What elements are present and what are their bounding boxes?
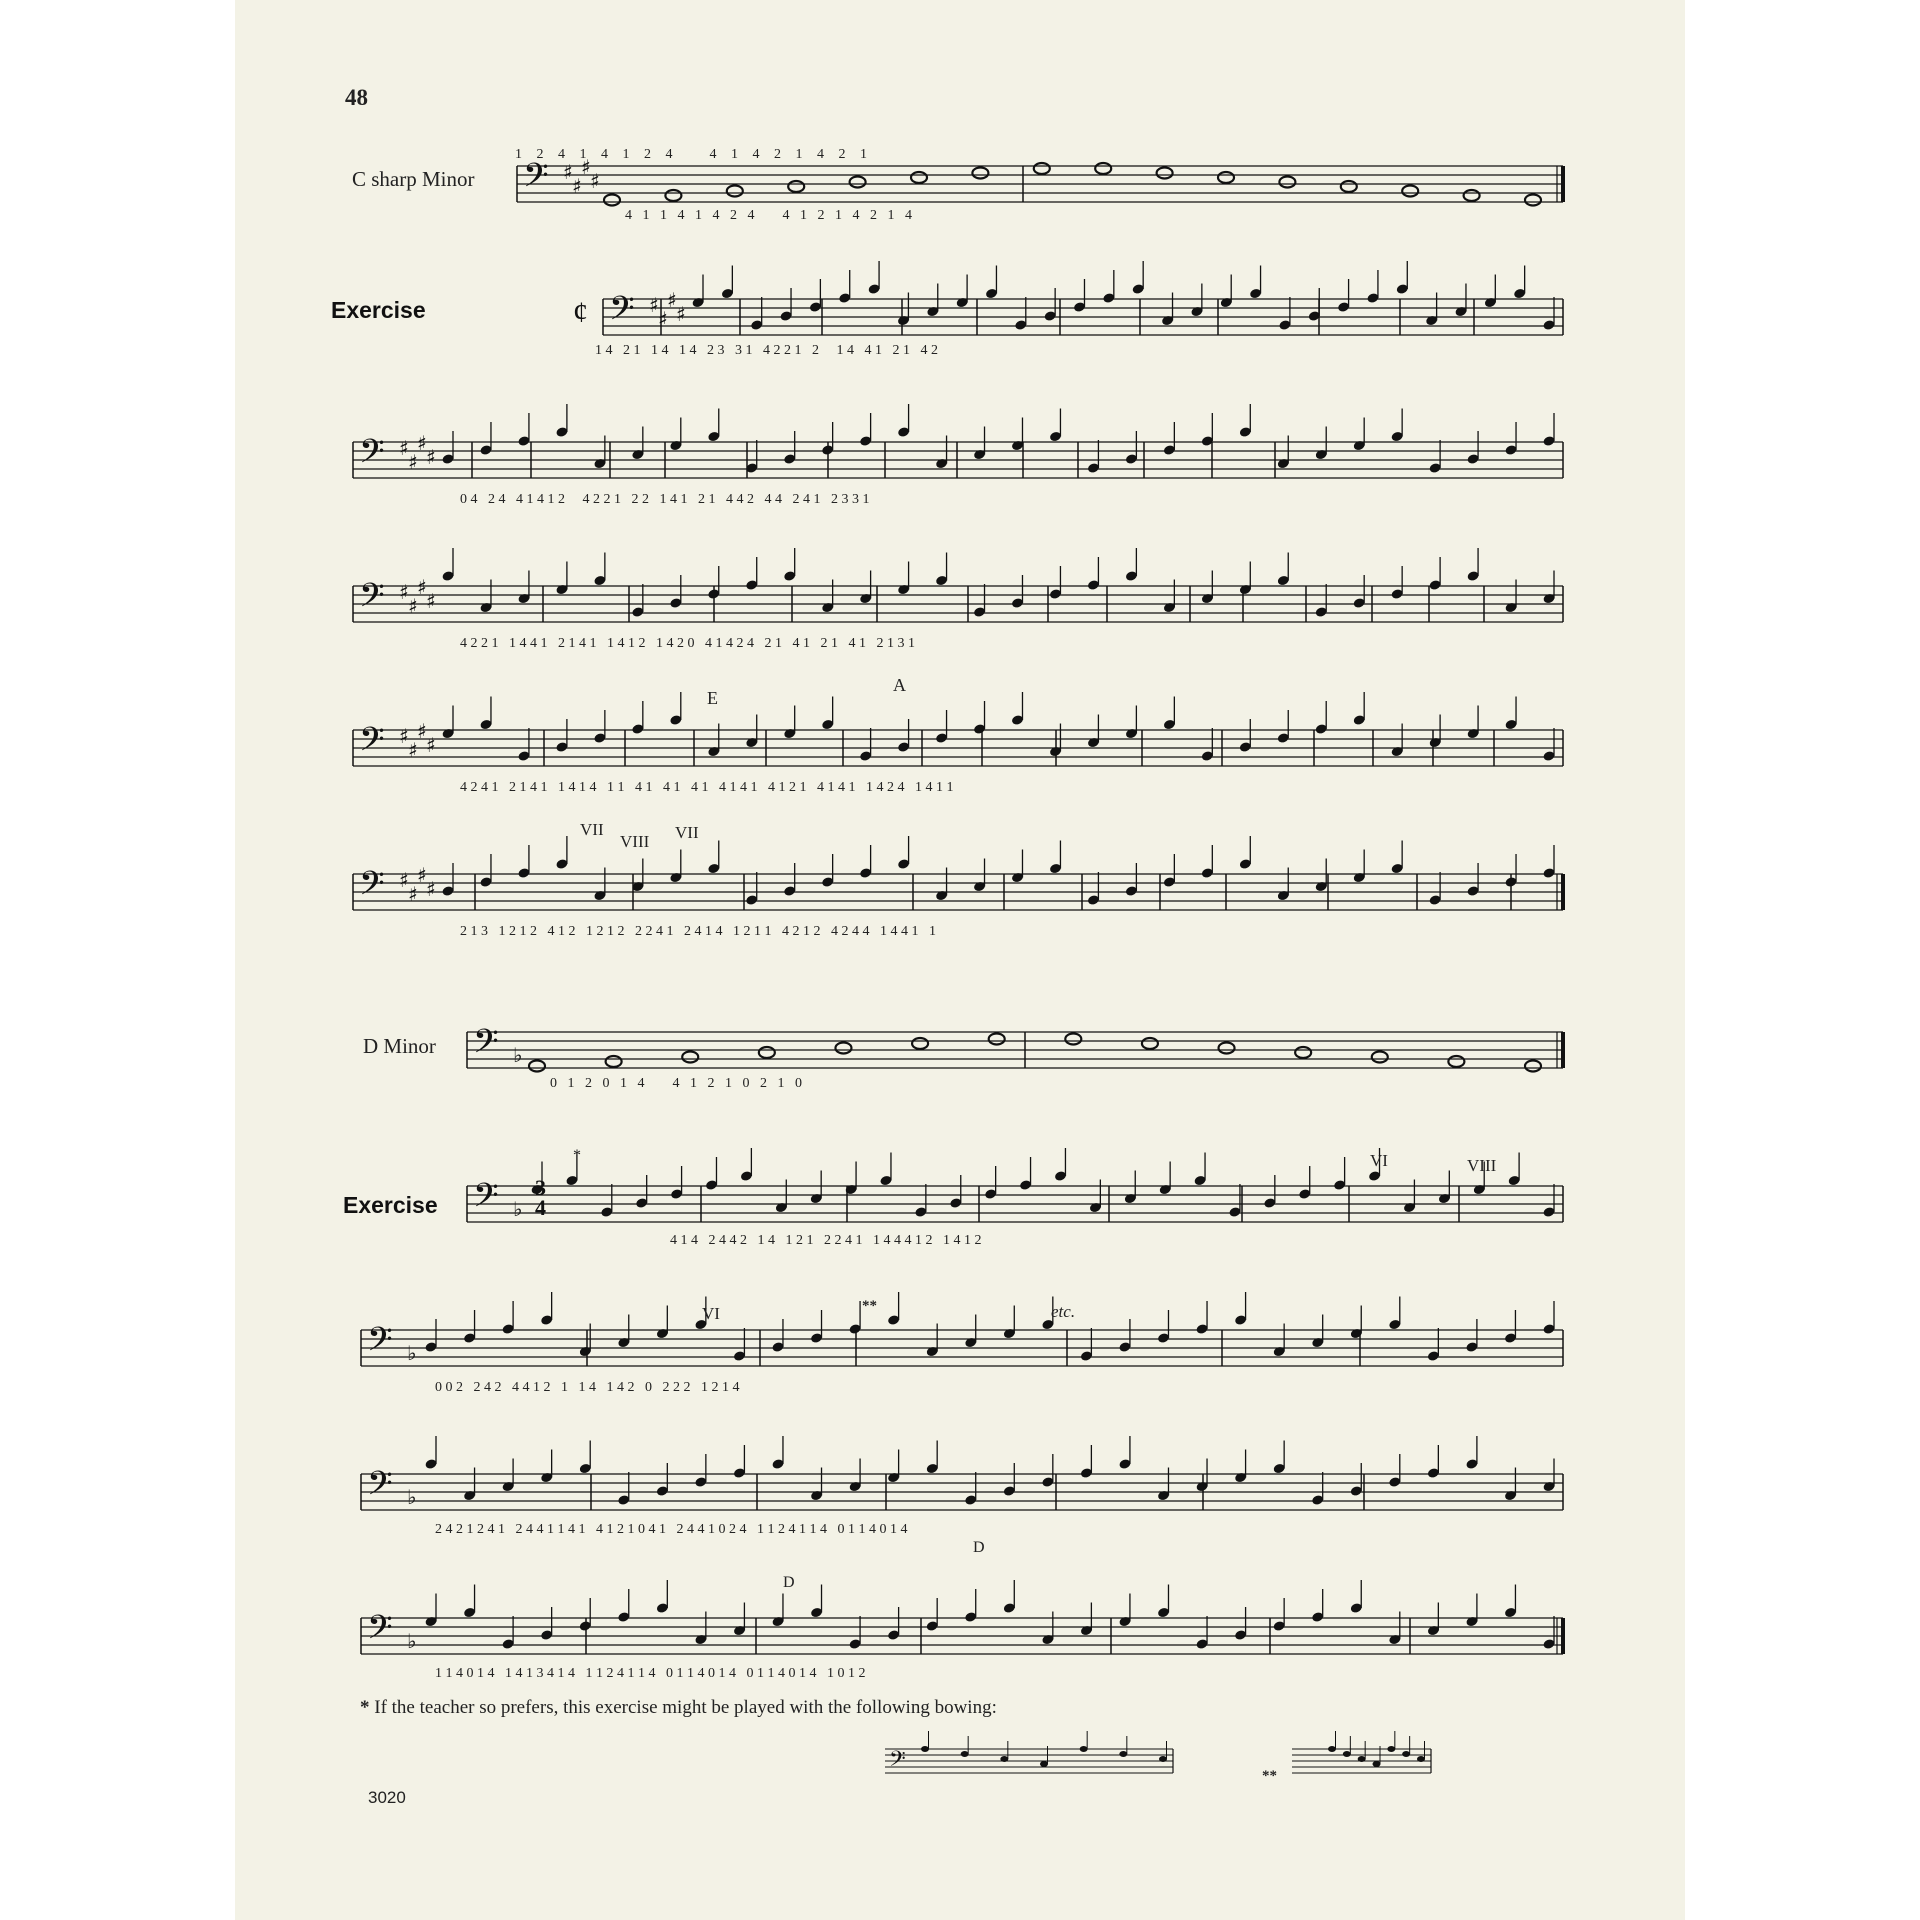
footnote-note-head xyxy=(1417,1756,1425,1762)
footnote-bass-clef-icon: 𝄢 xyxy=(889,1747,906,1777)
whole-note xyxy=(1372,1052,1388,1063)
flat-icon: ♭ xyxy=(407,1629,417,1653)
footnote-note-head xyxy=(1000,1756,1008,1762)
whole-note xyxy=(1402,186,1418,197)
fingering-dminor-ex-row4: 1 1 4 0 1 4 1 4 1 3 4 1 4 1 1 2 4 1 1 4 0 1 1 4 0 1 4 0 1 1 4 0 1 4 1 0 1 2 xyxy=(435,1666,866,1681)
sharp-icon: ♯ xyxy=(417,575,427,599)
footnote-marker-star: * xyxy=(573,1147,581,1164)
position-marking-vi-2: VI xyxy=(702,1304,720,1323)
sharp-icon: ♯ xyxy=(581,155,591,179)
whole-note xyxy=(989,1034,1005,1045)
flat-icon: ♭ xyxy=(513,1197,523,1221)
time-signature-cut: ¢ xyxy=(573,296,588,329)
position-marking-vii-2: VII xyxy=(675,823,699,842)
fingering-csharp-ex-row3: 4 2 2 1 1 4 4 1 2 1 4 1 1 4 1 2 1 4 2 0 4 1 4 2 4 2 1 4 1 2 1 4 1 2 1 3 1 xyxy=(460,636,915,651)
flat-icon: ♭ xyxy=(407,1485,417,1509)
footnote-note-head xyxy=(1080,1746,1088,1752)
sharp-icon: ♯ xyxy=(572,174,582,198)
bass-clef-icon: 𝄢 xyxy=(473,1023,499,1069)
sharp-icon: ♯ xyxy=(563,160,573,184)
time-signature-3-4 xyxy=(535,1175,546,1220)
whole-note xyxy=(1157,168,1173,179)
sharp-icon: ♯ xyxy=(399,724,409,748)
whole-note xyxy=(606,1056,622,1067)
fingering-csharp-ex-row5: 2 1 3 1 2 1 2 4 1 2 1 2 1 2 2 2 4 1 2 4 1 4 1 2 1 1 4 2 1 2 4 2 4 4 1 4 4 1 1 xyxy=(460,924,936,939)
sharp-icon: ♯ xyxy=(417,431,427,455)
sharp-icon: ♯ xyxy=(426,589,436,613)
whole-note xyxy=(911,172,927,183)
exercise-label-c-sharp-minor: Exercise xyxy=(331,297,426,323)
time-signature-bottom: 4 xyxy=(535,1195,546,1220)
footnote-text: If the teacher so prefers, this exercise might be played with the following bowing: xyxy=(374,1697,997,1718)
sharp-icon: ♯ xyxy=(408,594,418,618)
bass-clef-icon: 𝄢 xyxy=(367,1609,393,1655)
sharp-icon: ♯ xyxy=(417,863,427,887)
sharp-icon: ♯ xyxy=(408,882,418,906)
whole-note xyxy=(972,168,988,179)
sharp-icon: ♯ xyxy=(399,436,409,460)
string-marking-d-row4: D xyxy=(783,1574,795,1591)
whole-note xyxy=(1065,1034,1081,1045)
sharp-icon: ♯ xyxy=(399,580,409,604)
fingering-csharp-ex-row4: 4 2 4 1 2 1 4 1 1 4 1 4 1 1 4 1 4 1 4 1 4 1 4 1 4 1 2 1 4 1 4 1 1 4 2 4 1 4 1 1 xyxy=(460,780,954,795)
fingering-csharp-scale-bottom: 4 1 1 4 1 4 2 4 4 1 2 1 4 2 1 4 xyxy=(625,208,912,223)
etc-marking: etc. xyxy=(1051,1302,1076,1321)
flat-icon: ♭ xyxy=(513,1043,523,1067)
music-notation xyxy=(235,0,1685,1920)
string-marking-d-row3: D xyxy=(973,1539,985,1556)
bass-clef-icon: 𝄢 xyxy=(609,290,635,336)
whole-note xyxy=(1448,1056,1464,1067)
footnote-note-head xyxy=(1402,1751,1410,1757)
bass-clef-icon: 𝄢 xyxy=(359,865,385,911)
whole-note xyxy=(1525,195,1541,206)
fingering-dminor-ex-row1: 4 1 4 2 4 4 2 1 4 1 2 1 2 2 4 1 1 4 4 4 1 2 1 4 1 2 xyxy=(670,1233,982,1248)
whole-note xyxy=(788,181,804,192)
footnote-note-head xyxy=(1119,1751,1127,1757)
whole-note xyxy=(1142,1038,1158,1049)
sharp-icon: ♯ xyxy=(426,445,436,469)
whole-note xyxy=(912,1038,928,1049)
sharp-icon: ♯ xyxy=(417,719,427,743)
sharp-icon: ♯ xyxy=(658,307,668,331)
whole-note xyxy=(1095,163,1111,174)
fingering-dminor-scale-bottom: 0 1 2 0 1 4 4 1 2 1 0 2 1 0 xyxy=(550,1076,802,1091)
whole-note xyxy=(604,195,620,206)
position-marking-viii-2: VIII xyxy=(1467,1156,1497,1175)
sharp-icon: ♯ xyxy=(649,293,659,317)
string-marking-e: E xyxy=(707,688,718,708)
bass-clef-icon: 𝄢 xyxy=(367,1321,393,1367)
whole-note xyxy=(1279,177,1295,188)
position-marking-vi-1: VI xyxy=(1370,1151,1388,1170)
bass-clef-icon: 𝄢 xyxy=(523,157,549,203)
bass-clef-icon: 𝄢 xyxy=(367,1465,393,1511)
whole-note xyxy=(529,1061,545,1072)
whole-note xyxy=(1464,190,1480,201)
footnote-note-head xyxy=(921,1746,929,1752)
sharp-icon: ♯ xyxy=(426,733,436,757)
time-signature-top: 3 xyxy=(535,1175,546,1200)
footnote-star: * xyxy=(360,1697,370,1718)
sheet-music-page xyxy=(235,0,1685,1920)
bass-clef-icon: 𝄢 xyxy=(359,577,385,623)
position-marking-viii: VIII xyxy=(620,832,650,851)
footnote-marker-double-star: ** xyxy=(862,1298,877,1314)
whole-note xyxy=(1219,1043,1235,1054)
footnote-note-head xyxy=(1328,1746,1336,1752)
fingering-dminor-ex-row3: 2 4 2 1 2 4 1 2 4 4 1 1 4 1 4 1 2 1 0 4 1 2 4 4 1 0 2 4 1 1 2 4 1 1 4 0 1 1 4 0 1 4 xyxy=(435,1522,908,1537)
sharp-icon: ♯ xyxy=(426,877,436,901)
footnote-note-head xyxy=(1159,1756,1167,1762)
page-number: 48 xyxy=(345,85,368,110)
exercise-label-d-minor: Exercise xyxy=(343,1192,438,1218)
sharp-icon: ♯ xyxy=(399,868,409,892)
whole-note xyxy=(1295,1047,1311,1058)
sharp-icon: ♯ xyxy=(667,288,677,312)
whole-note xyxy=(759,1047,775,1058)
bass-clef-icon: 𝄢 xyxy=(473,1177,499,1223)
footnote-note-head xyxy=(1358,1756,1366,1762)
string-marking-a: A xyxy=(893,675,906,695)
flat-icon: ♭ xyxy=(407,1341,417,1365)
whole-note xyxy=(835,1043,851,1054)
footnote-note-head xyxy=(1373,1761,1381,1767)
sharp-icon: ♯ xyxy=(408,450,418,474)
plate-number: 3020 xyxy=(368,1788,406,1807)
footnote-note-head xyxy=(1040,1761,1048,1767)
whole-note xyxy=(1525,1061,1541,1072)
fingering-csharp-ex-row1: 1 4 2 1 1 4 1 4 2 3 3 1 4 2 2 1 2 1 4 4 1 2 1 4 2 xyxy=(595,343,938,358)
bass-clef-icon: 𝄢 xyxy=(359,433,385,479)
footnote-note-head xyxy=(1343,1751,1351,1757)
footnote-double-star: ** xyxy=(1262,1768,1277,1784)
whole-note xyxy=(727,186,743,197)
whole-note xyxy=(682,1052,698,1063)
whole-note xyxy=(1341,181,1357,192)
scale-label-d-minor: D Minor xyxy=(363,1034,436,1058)
footnote xyxy=(360,1697,997,1719)
sharp-icon: ♯ xyxy=(590,169,600,193)
whole-note xyxy=(1218,172,1234,183)
fingering-csharp-scale-top: 1 2 4 1 4 1 2 4 4 1 4 2 1 4 2 1 xyxy=(515,147,868,162)
whole-note xyxy=(1034,163,1050,174)
scale-label-c-sharp-minor: C sharp Minor xyxy=(352,167,475,191)
bass-clef-icon: 𝄢 xyxy=(359,721,385,767)
position-marking-vii-1: VII xyxy=(580,820,604,839)
whole-note xyxy=(665,190,681,201)
sharp-icon: ♯ xyxy=(676,302,686,326)
footnote-note-head xyxy=(1387,1746,1395,1752)
sharp-icon: ♯ xyxy=(408,738,418,762)
whole-note xyxy=(850,177,866,188)
footnote-note-head xyxy=(961,1751,969,1757)
fingering-dminor-ex-row2: 0 0 2 2 4 2 4 4 1 2 1 1 4 1 4 2 0 2 2 2 1 2 1 4 xyxy=(435,1380,740,1395)
fingering-csharp-ex-row2: 0 4 2 4 4 1 4 1 2 4 2 2 1 2 2 1 4 1 2 1 4 4 2 4 4 2 4 1 2 3 3 1 xyxy=(460,492,870,507)
